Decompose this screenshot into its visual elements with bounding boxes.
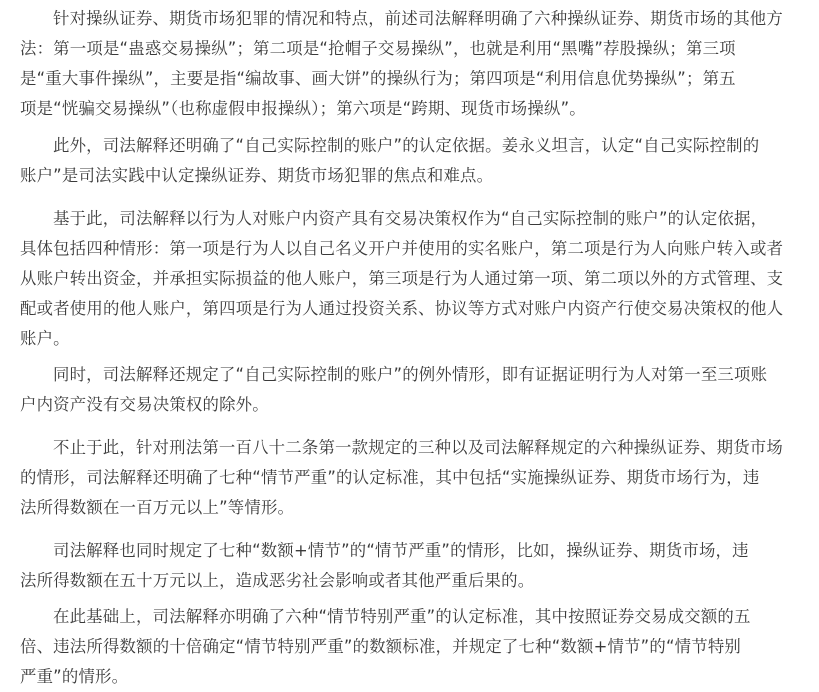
text-line: 从账户转出资金，并承担实际损益的他人账户，第三项是行为人通过第一项、第二项以外的方式管理、支 [20, 269, 784, 288]
text-line: 具体包括四种情形：第一项是行为人以自己名义开户并使用的实名账户，第二项是行为人向账户转入或者 [20, 239, 784, 258]
text-line: 账户。 [20, 329, 70, 348]
text-line: 账户”是司法实践中认定操纵证券、期货市场犯罪的焦点和难点。 [20, 166, 494, 185]
text-line: 针对操纵证券、期货市场犯罪的情况和特点，前述司法解释明确了六种操纵证券、期货市场的其他方 [53, 9, 783, 28]
text-line: 户内资产没有交易决策权的除外。 [20, 395, 269, 414]
text-line: 此外，司法解释还明确了“自己实际控制的账户”的认定依据。姜永义坦言，认定“自己实际控制的 [53, 136, 760, 155]
text-line: 法所得数额在五十万元以上，造成恶劣社会影响或者其他严重后果的。 [20, 571, 535, 590]
paragraph-especially-serious [20, 602, 810, 692]
text-line: 司法解释也同时规定了七种“数额+情节”的“情节严重”的情形，比如，操纵证券、期货市场，违 [53, 541, 749, 560]
text-line: 项是“恍骗交易操纵”（也称虚假申报操纵）；第六项是“跨期、现货市场操纵”。 [20, 99, 586, 118]
paragraph-manipulation-methods [20, 4, 810, 124]
text-line: 法：第一项是“蛊惑交易操纵”；第二项是“抢帽子交易操纵”，也就是利用“黑嘴”荐股操纵；第三项 [20, 39, 736, 58]
paragraph-four-situations [20, 204, 810, 354]
text-line: 严重”的情形。 [20, 667, 129, 686]
paragraph-serious-circumstances [20, 433, 810, 523]
paragraph-exceptions [20, 360, 810, 420]
text-line: 同时，司法解释还规定了“自己实际控制的账户”的例外情形，即有证据证明行为人对第一至三项账 [53, 365, 768, 384]
text-line: 倍、违法所得数额的十倍确定“情节特别严重”的数额标准，并规定了七种“数额+情节”的“情节特别 [20, 637, 742, 656]
text-line: 在此基础上，司法解释亦明确了六种“情节特别严重”的认定标准，其中按照证券交易成交额的五 [53, 607, 751, 626]
paragraph-controlled-account-basis [20, 131, 810, 191]
paragraph-amount-plus-circumstances [20, 536, 810, 596]
text-line: 是“重大事件操纵”，主要是指“编故事、画大饼”的操纵行为；第四项是“利用信息优势操纵”；第五 [20, 69, 736, 88]
text-line: 基于此，司法解释以行为人对账户内资产具有交易决策权作为“自己实际控制的账户”的认定依据， [53, 209, 768, 228]
text-line: 法所得数额在一百万元以上”等情形。 [20, 498, 295, 517]
text-line: 的情形，司法解释还明确了七种“情节严重”的认定标准，其中包括“实施操纵证券、期货市场行为，违 [20, 468, 760, 487]
text-line: 配或者使用的他人账户，第四项是行为人通过投资关系、协议等方式对账户内资产行使交易决策权的他人 [20, 299, 784, 318]
text-line: 不止于此，针对刑法第一百八十二条第一款规定的三种以及司法解释规定的六种操纵证券、期货市场 [53, 438, 783, 457]
